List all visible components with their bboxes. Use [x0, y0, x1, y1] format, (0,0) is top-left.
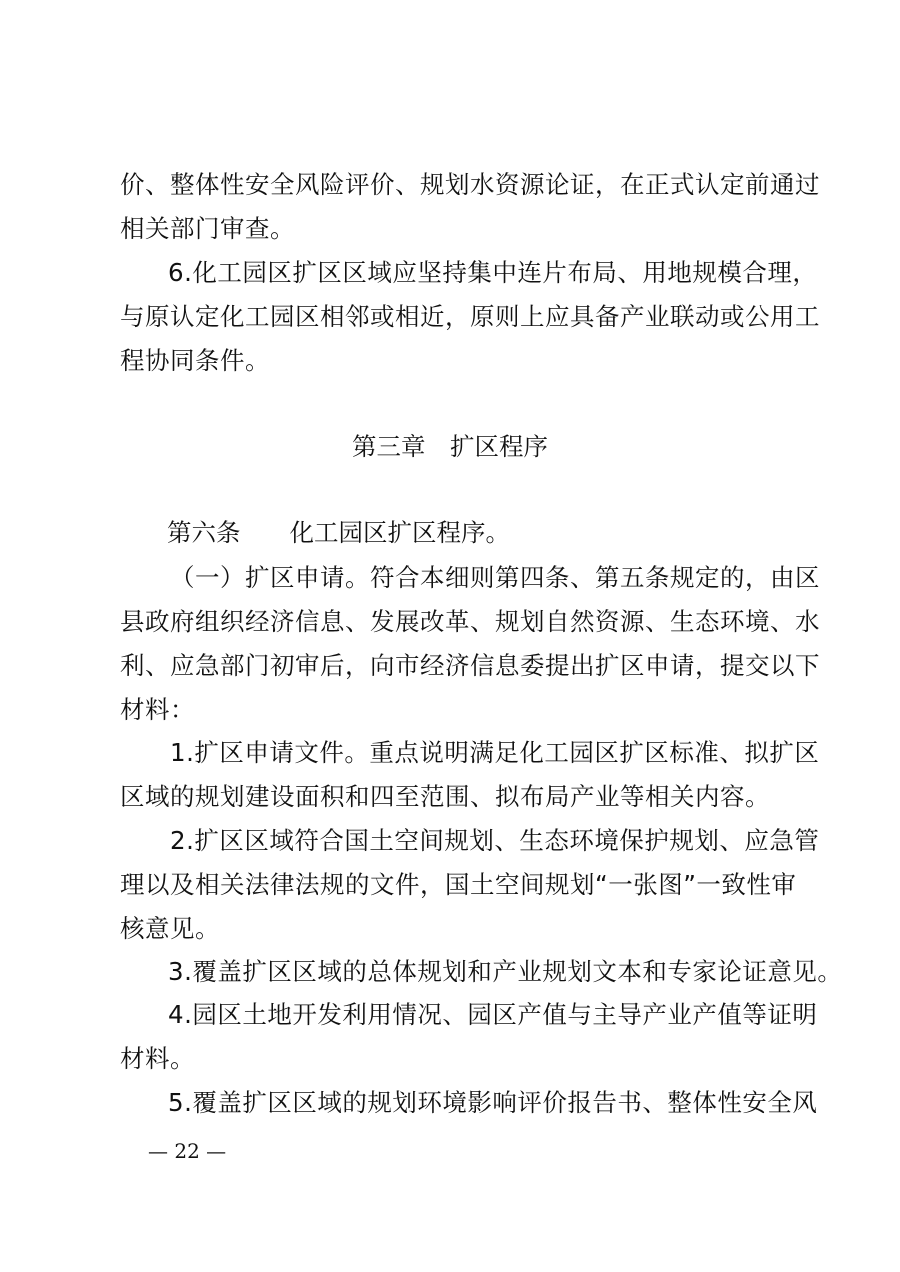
body-text-line: 2.扩区区域符合国土空间规划、生态环境保护规划、应急管 — [170, 826, 820, 855]
body-text-line: 5.覆盖扩区区域的规划环境影响评价报告书、整体性安全风 — [168, 1088, 818, 1117]
chapter-heading: 第三章 扩区程序 — [352, 432, 548, 461]
body-text-line: 与原认定化工园区相邻或相近，原则上应具备产业联动或公用工 — [120, 302, 820, 331]
body-text-line: 材料： — [120, 695, 195, 724]
body-text-line: 理以及相关法律法规的文件，国土空间规划“一张图”一致性审 — [120, 870, 797, 899]
body-text-line: 材料。 — [120, 1044, 195, 1073]
body-text-line: 利、应急部门初审后，向市经济信息委提出扩区申请，提交以下 — [120, 651, 820, 680]
article-heading: 第六条 化工园区扩区程序。 — [167, 518, 510, 547]
body-text-line: 程协同条件。 — [120, 346, 270, 375]
body-text-line: 1.扩区申请文件。重点说明满足化工园区扩区标准、拟扩区 — [170, 738, 820, 767]
body-text-line: 6.化工园区扩区区域应坚持集中连片布局、用地规模合理， — [168, 258, 818, 287]
body-text-line: 价、整体性安全风险评价、规划水资源论证，在正式认定前通过 — [120, 170, 820, 199]
body-text-line: 3.覆盖扩区区域的总体规划和产业规划文本和专家论证意见。 — [168, 957, 843, 986]
body-text-line: 4.园区土地开发利用情况、园区产值与主导产业产值等证明 — [168, 1000, 818, 1029]
page-number: — 22 — — [148, 1139, 227, 1163]
body-text-line: 核意见。 — [120, 914, 220, 943]
body-text-line: 相关部门审查。 — [120, 214, 295, 243]
body-text-line: 区域的规划建设面积和四至范围、拟布局产业等相关内容。 — [120, 782, 770, 811]
body-text-line: （一）扩区申请。符合本细则第四条、第五条规定的，由区 — [170, 563, 820, 592]
body-text-line: 县政府组织经济信息、发展改革、规划自然资源、生态环境、水 — [120, 607, 820, 636]
